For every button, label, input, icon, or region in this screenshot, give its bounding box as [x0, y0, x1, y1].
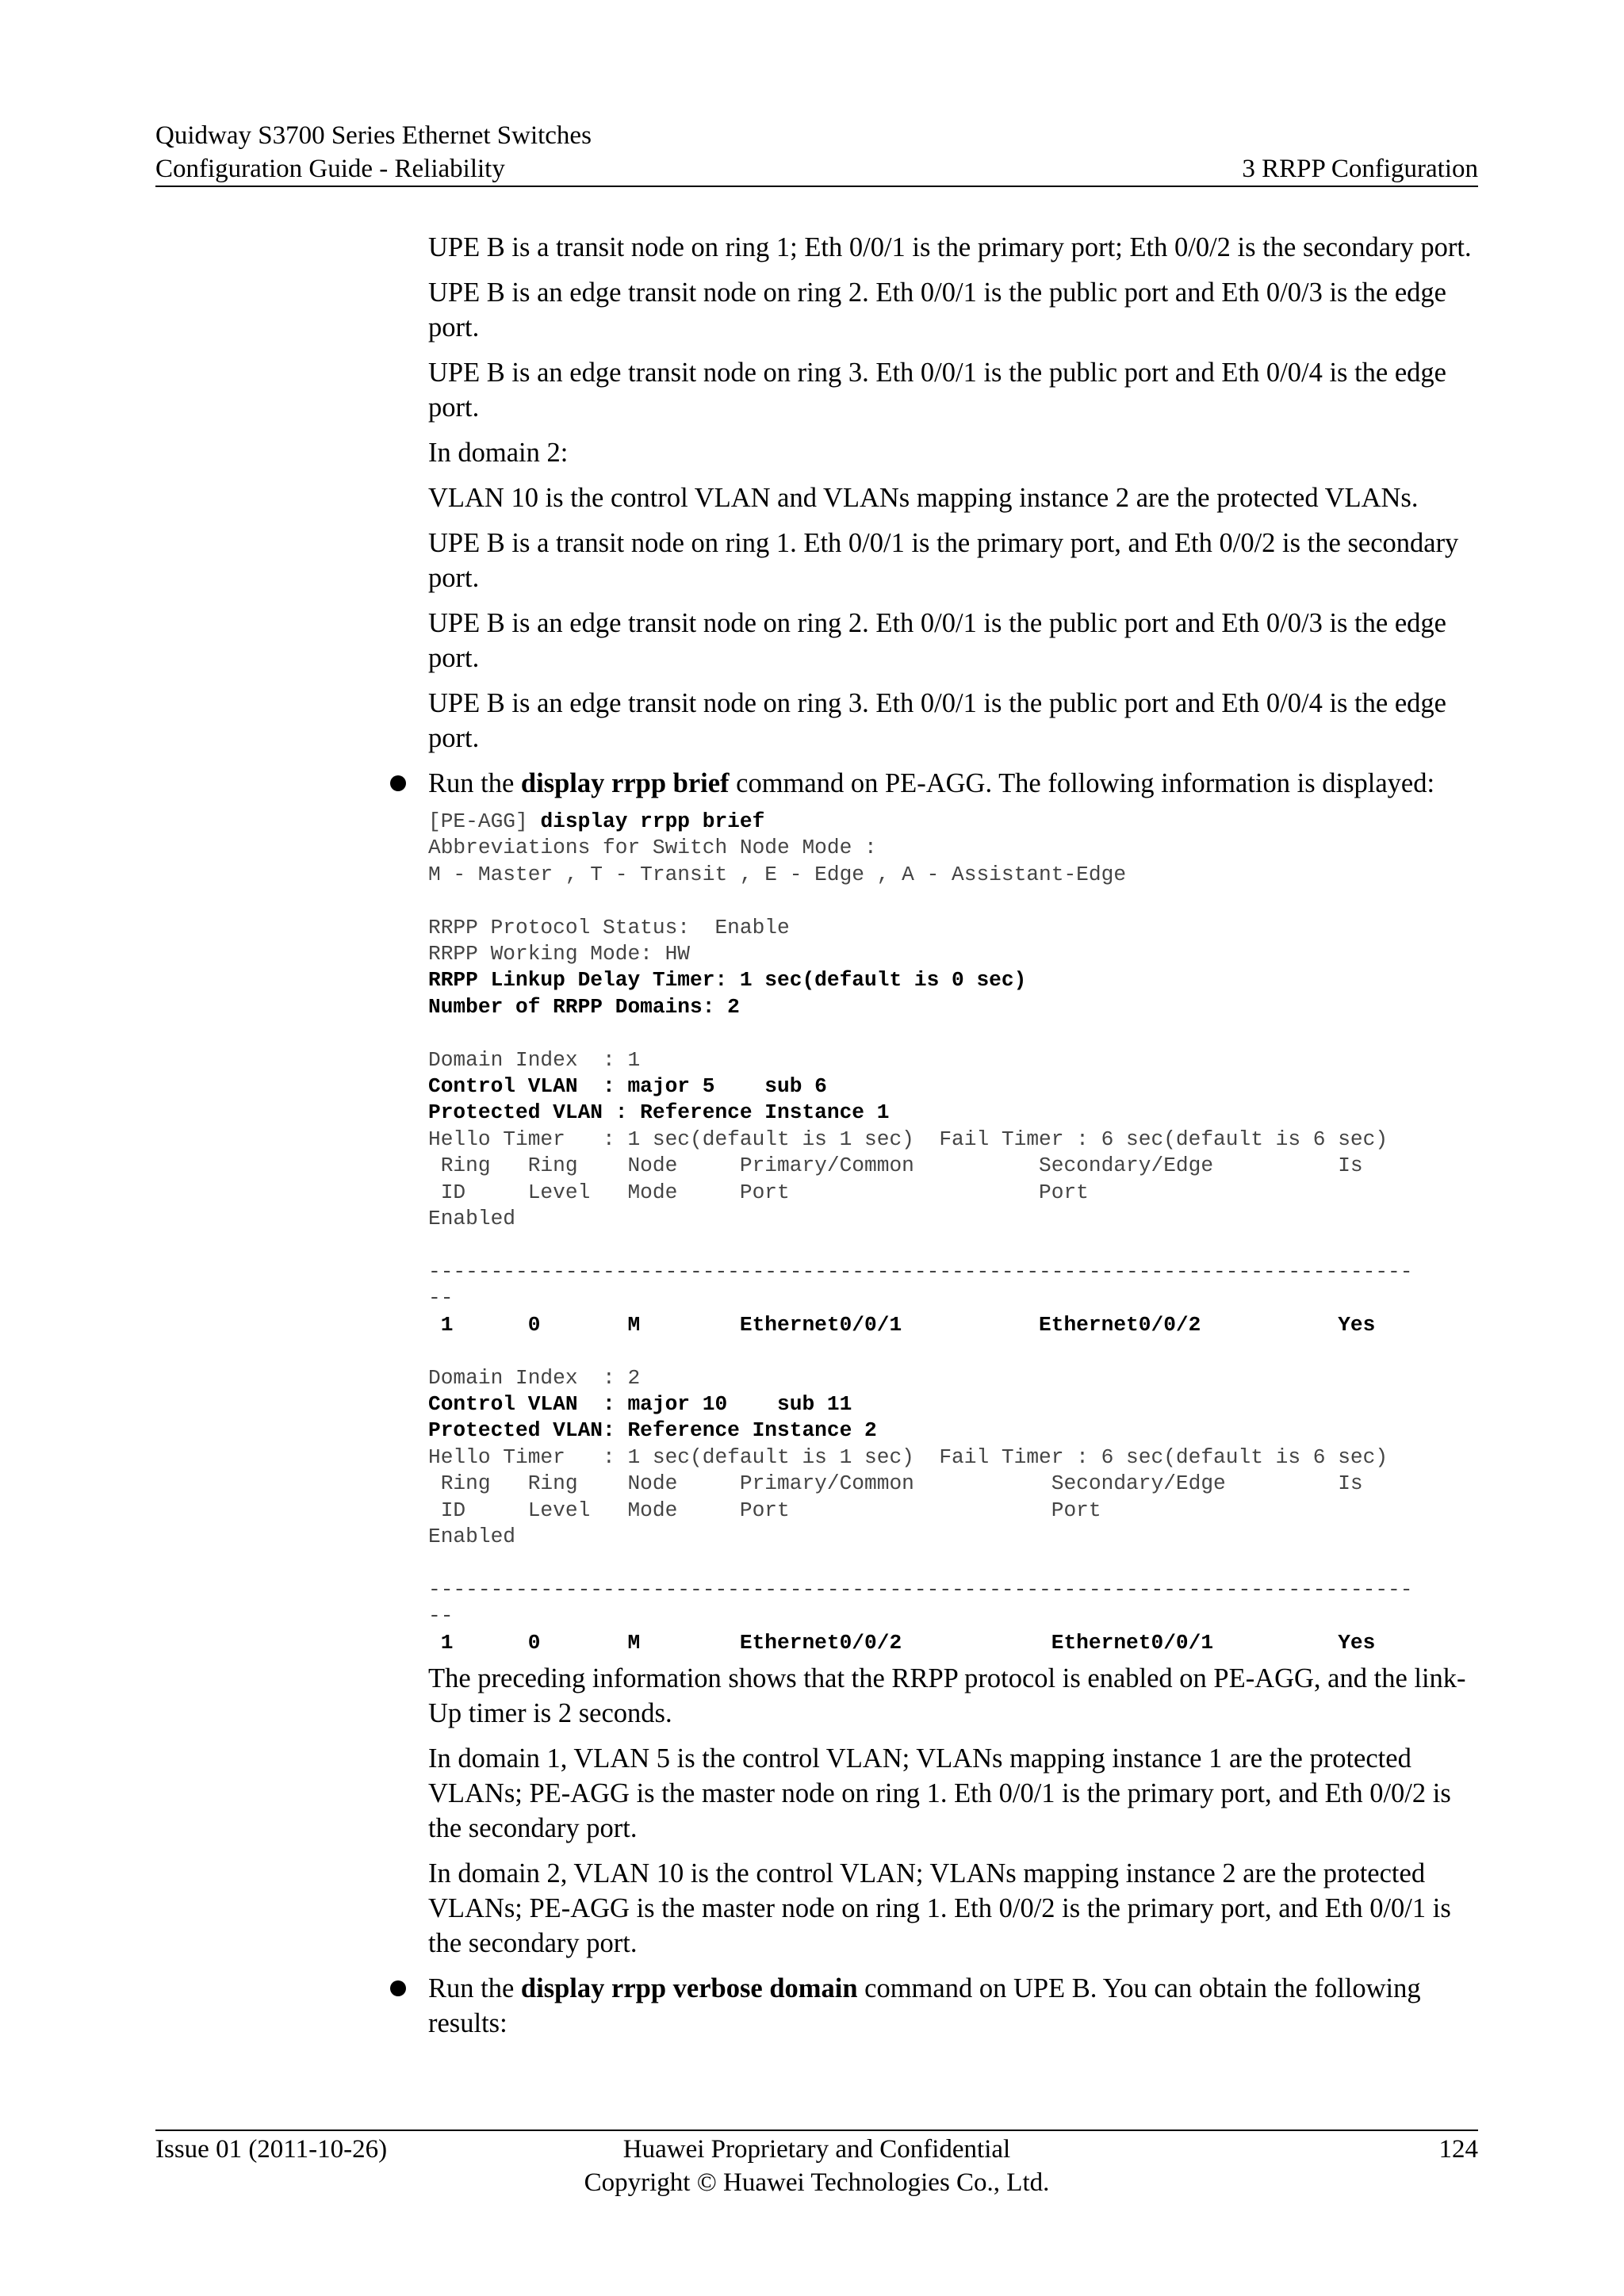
code-block	[428, 809, 1480, 1656]
code-separator: -------------------------------------------------------------------------------	[428, 1577, 1413, 1601]
paragraph: UPE B is a transit node on ring 1; Eth 0/0/1 is the primary port; Eth 0/0/2 is the secondary port.	[428, 232, 1472, 262]
paragraph: UPE B is an edge transit node on ring 2. Eth 0/0/1 is the public port and Eth 0/0/3 is the edge port.	[428, 608, 1446, 673]
bullet-dot-icon	[390, 775, 406, 791]
code-separator: --	[428, 1286, 454, 1311]
bullet-item	[428, 1971, 1480, 2041]
code-line: Abbreviations for Switch Node Mode :	[428, 836, 877, 860]
footer-divider	[155, 2130, 1478, 2131]
paragraph: UPE B is an edge transit node on ring 3. Eth 0/0/1 is the public port and Eth 0/0/4 is the edge port.	[428, 688, 1446, 753]
bullet-dot-icon	[390, 1980, 406, 1996]
bullet-text: Run the	[428, 768, 521, 798]
footer-confidential: Huawei Proprietary and Confidential	[622, 2135, 1011, 2164]
paragraph: The preceding information shows that the RRPP protocol is enabled on PE-AGG, and the link-Up timer is 2 seconds.	[428, 1663, 1466, 1728]
code-table-row: 1 0 M Ethernet0/0/1 Ethernet0/0/2 Yes	[428, 1312, 1376, 1337]
code-table-header: Enabled	[428, 1524, 516, 1548]
footer-copyright: Copyright © Huawei Technologies Co., Ltd.	[584, 2168, 1050, 2197]
code-table-header: Ring Ring Node Primary/Common Secondary/Edge Is	[428, 1154, 1363, 1178]
command-name: display rrpp brief	[520, 768, 730, 798]
code-line: RRPP Protocol Status: Enable	[428, 915, 790, 939]
bullet-text: command on UPE B. You can obtain the following results:	[428, 1973, 1421, 2038]
code-line: Hello Timer : 1 sec(default is 1 sec) Fail Timer : 6 sec(default is 6 sec)	[428, 1445, 1388, 1469]
code-line: RRPP Linkup Delay Timer: 1 sec(default is 0 sec)	[428, 968, 1027, 993]
header-divider	[155, 186, 1478, 187]
code-line: Domain Index : 1	[428, 1047, 641, 1072]
paragraph: VLAN 10 is the control VLAN and VLANs mapping instance 2 are the protected VLANs.	[428, 483, 1419, 513]
code-line: RRPP Working Mode: HW	[428, 942, 691, 966]
bullet-text: Run the	[428, 1973, 521, 2003]
paragraph: UPE B is an edge transit node on ring 3. Eth 0/0/1 is the public port and Eth 0/0/4 is the edge port.	[428, 358, 1446, 423]
code-command: display rrpp brief	[540, 809, 765, 833]
paragraph: UPE B is a transit node on ring 1. Eth 0/0/1 is the primary port, and Eth 0/0/2 is the secondary port.	[428, 528, 1459, 593]
header-row	[155, 152, 1478, 186]
command-name: display rrpp verbose domain	[520, 1973, 858, 2003]
header-chapter-title: 3 RRPP Configuration	[1242, 155, 1478, 183]
page-header	[155, 119, 1478, 186]
paragraph: In domain 1, VLAN 5 is the control VLAN; VLANs mapping instance 1 are the protected VLANs; PE-AGG is the master node on ring 1. Eth 0/0/1 is the primary port, and Eth 0/0/2 is the secondary port.	[428, 1743, 1451, 1843]
page-body	[428, 230, 1480, 2049]
code-table-header: ID Level Mode Port Port	[428, 1180, 1089, 1204]
code-line: Control VLAN : major 10 sub 11	[428, 1391, 852, 1416]
code-table-header: Ring Ring Node Primary/Common Secondary/Edge Is	[428, 1471, 1363, 1496]
footer-center	[155, 2133, 1478, 2199]
code-separator: --	[428, 1604, 454, 1628]
paragraph: In domain 2, VLAN 10 is the control VLAN; VLANs mapping instance 2 are the protected VLANs; PE-AGG is the master node on ring 1. Eth 0/0/2 is the primary port, and Eth 0/0/1 is the secondary port.	[428, 1858, 1451, 1958]
code-table-header: ID Level Mode Port Port	[428, 1498, 1101, 1522]
code-line: Protected VLAN: Reference Instance 2	[428, 1418, 877, 1443]
footer-issue: Issue 01 (2011-10-26)	[155, 2135, 388, 2164]
bullet-item	[428, 766, 1480, 801]
page-number: 124	[1438, 2135, 1478, 2164]
code-separator: -------------------------------------------------------------------------------	[428, 1259, 1413, 1284]
code-line: Control VLAN : major 5 sub 6	[428, 1074, 827, 1099]
code-table-header: Enabled	[428, 1207, 516, 1231]
code-line: Domain Index : 2	[428, 1365, 641, 1390]
code-line: Hello Timer : 1 sec(default is 1 sec) Fail Timer : 6 sec(default is 6 sec)	[428, 1127, 1388, 1151]
code-table-row: 1 0 M Ethernet0/0/2 Ethernet0/0/1 Yes	[428, 1630, 1376, 1655]
header-product-title: Quidway S3700 Series Ethernet Switches	[155, 121, 592, 150]
code-line: Number of RRPP Domains: 2	[428, 994, 740, 1019]
paragraph: UPE B is an edge transit node on ring 2. Eth 0/0/1 is the public port and Eth 0/0/3 is the edge port.	[428, 277, 1446, 342]
code-line: M - Master , T - Transit , E - Edge , A - Assistant-Edge	[428, 862, 1127, 886]
bullet-text: command on PE-AGG. The following information is displayed:	[729, 768, 1435, 798]
header-guide-title: Configuration Guide - Reliability	[155, 155, 505, 183]
code-prompt: [PE-AGG]	[428, 809, 541, 833]
paragraph: In domain 2:	[428, 438, 569, 468]
code-line: Protected VLAN : Reference Instance 1	[428, 1100, 890, 1125]
